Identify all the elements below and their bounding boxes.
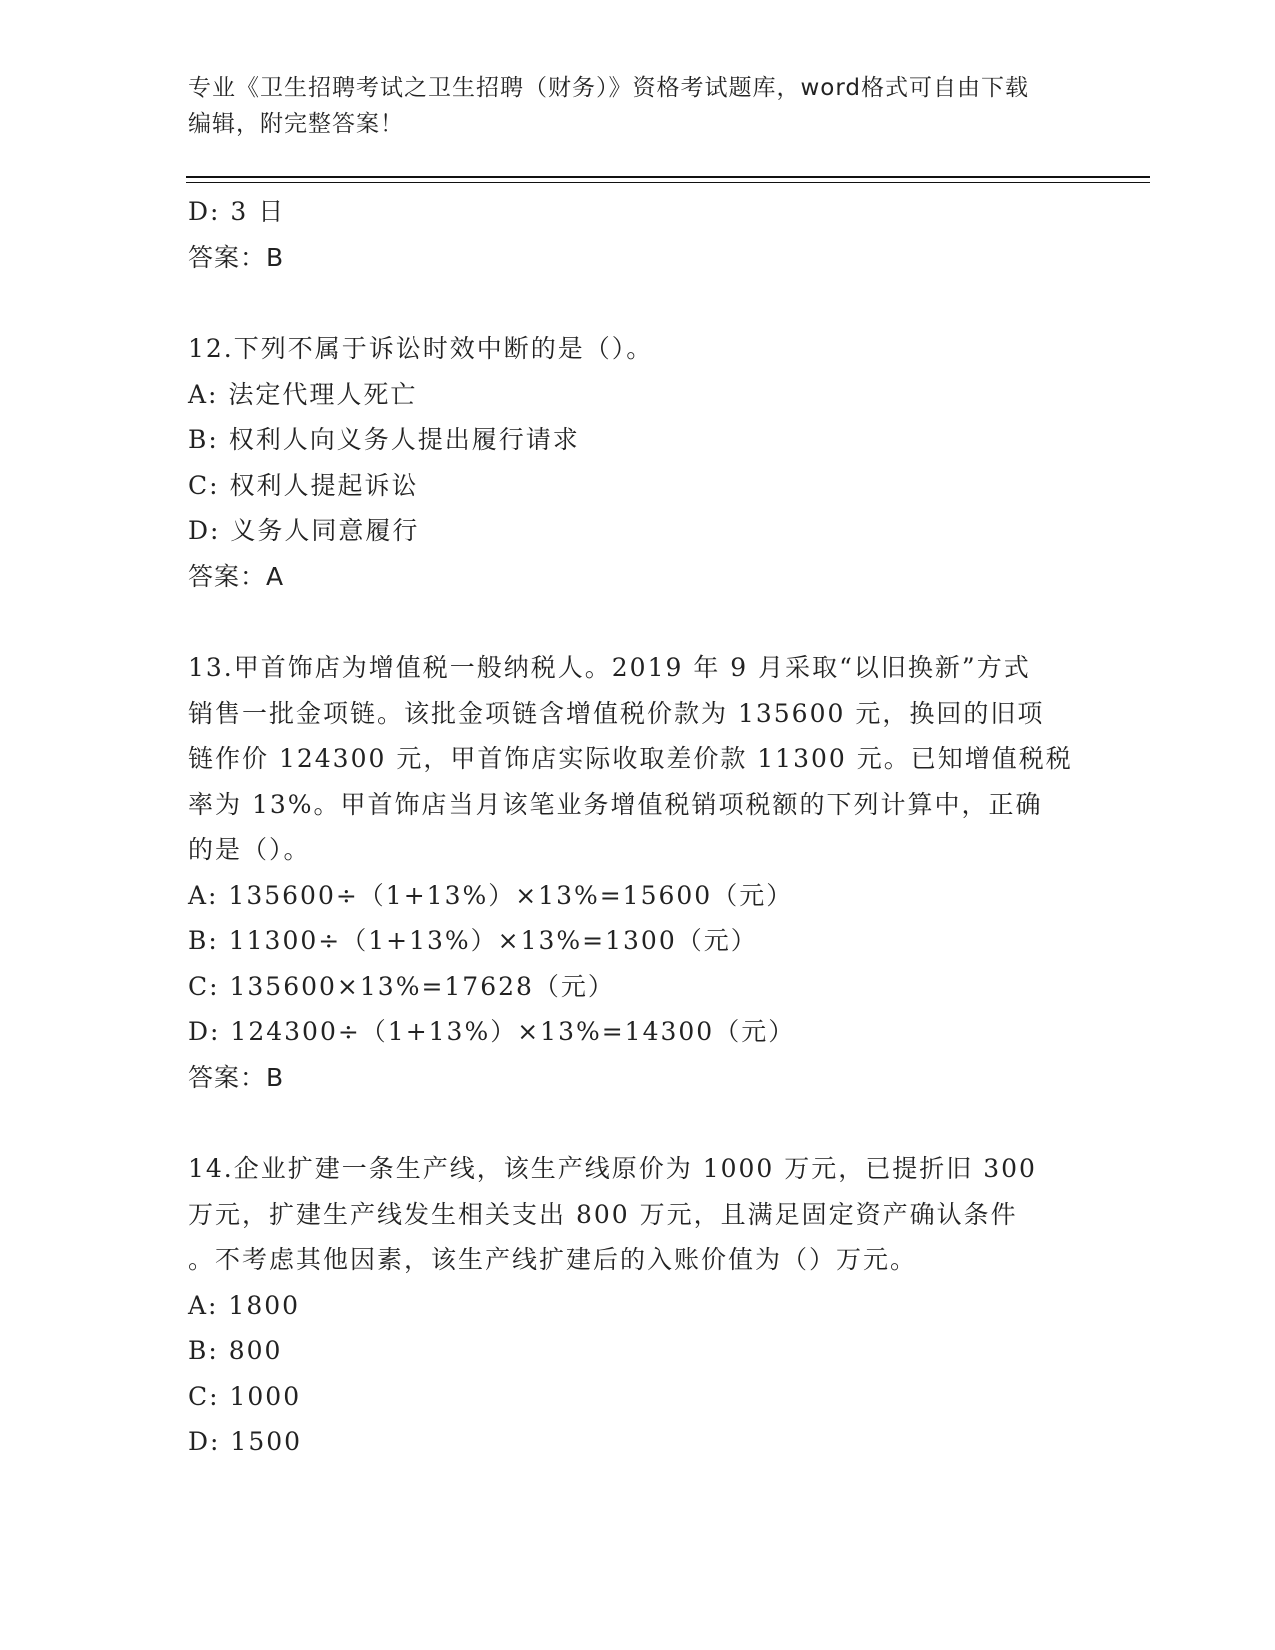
question-stem: 12.下列不属于诉讼时效中断的是（）。 <box>188 334 654 363</box>
question-stem: 13.甲首饰店为增值税一般纳税人。2019 年 9 月采取“以旧换新”方式 <box>188 653 1031 682</box>
question-stem: 率为 13%。甲首饰店当月该笔业务增值税销项税额的下列计算中，正确 <box>188 789 1043 819</box>
option-b: B: 800 <box>188 1336 283 1365</box>
option-d: D: 3 日 <box>188 197 286 226</box>
header-line-2: 编辑，附完整答案！ <box>188 111 404 137</box>
answer-line: 答案：B <box>188 242 285 272</box>
option-a: A: 135600÷（1+13%）×13%=15600（元） <box>188 880 794 910</box>
answer-line: 答案：B <box>188 1062 285 1092</box>
question-14 <box>188 1146 1088 1465</box>
option-b: B: 权利人向义务人提出履行请求 <box>188 425 580 454</box>
header-line-1: 专业《卫生招聘考试之卫生招聘（财务）》资格考试题库，word格式可自由下载 <box>188 75 1030 101</box>
question-13 <box>188 645 1088 1100</box>
question-stem: 万元，扩建生产线发生相关支出 800 万元，且满足固定资产确认条件 <box>188 1199 1018 1229</box>
option-c: C: 1000 <box>188 1381 302 1411</box>
question-stem: 的是（）。 <box>188 835 311 864</box>
question-11-tail <box>188 189 1088 280</box>
question-stem: 。不考虑其他因素，该生产线扩建后的入账价值为（）万元。 <box>188 1245 918 1274</box>
question-stem: 14.企业扩建一条生产线，该生产线原价为 1000 万元，已提折旧 300 <box>188 1154 1037 1183</box>
header-rule-thick <box>186 176 1150 178</box>
header-rule-thin <box>186 182 1150 183</box>
option-d: D: 1500 <box>188 1427 303 1456</box>
option-a: A: 1800 <box>188 1290 301 1320</box>
option-d: D: 124300÷（1+13%）×13%=14300（元） <box>188 1017 796 1046</box>
option-a: A: 法定代理人死亡 <box>188 379 418 409</box>
option-c: C: 权利人提起诉讼 <box>188 470 419 500</box>
option-d: D: 义务人同意履行 <box>188 516 420 545</box>
question-stem: 销售一批金项链。该批金项链含增值税价款为 135600 元，换回的旧项 <box>188 698 1045 728</box>
question-12 <box>188 326 1088 599</box>
answer-line: 答案：A <box>188 561 285 591</box>
option-b: B: 11300÷（1+13%）×13%=1300（元） <box>188 926 758 955</box>
question-list <box>188 189 1088 1465</box>
question-stem: 链作价 124300 元，甲首饰店实际收取差价款 11300 元。已知增值税税 <box>188 744 1073 773</box>
option-c: C: 135600×13%=17628（元） <box>188 971 615 1001</box>
document-header <box>188 70 1088 142</box>
